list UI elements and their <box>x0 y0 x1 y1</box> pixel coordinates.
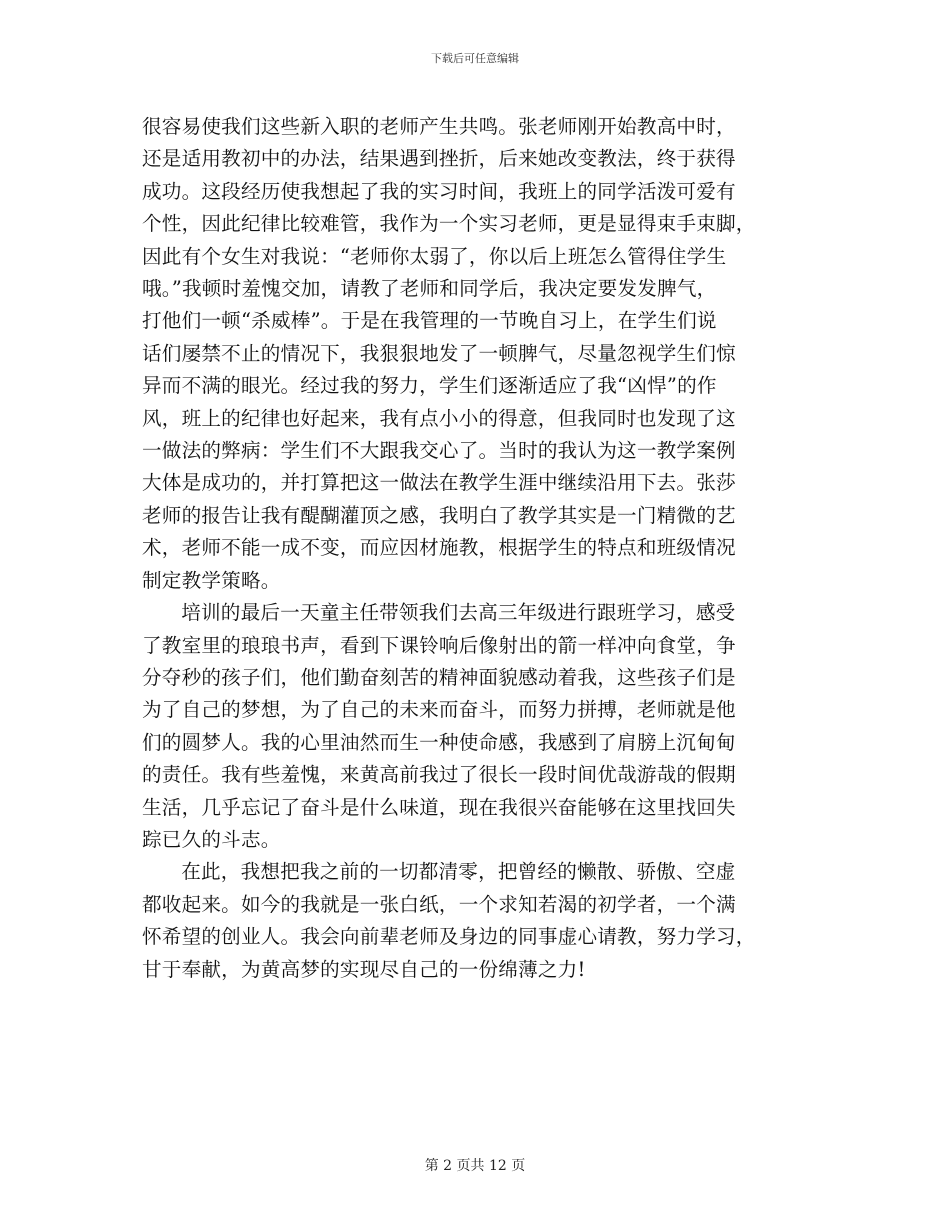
text-line: 制定教学策略。 <box>142 568 281 592</box>
text-line: 风，班上的纪律也好起来，我有点小小的得意，但我同时也发现了这 <box>142 406 736 430</box>
text-line: 因此有个女生对我说：“老师你太弱了，你以后上班怎么管得住学生 <box>142 244 727 268</box>
paragraph-3 <box>142 856 814 986</box>
text-line: 生活，几乎忘记了奋斗是什么味道，现在我很兴奋能够在这里找回失 <box>142 795 736 819</box>
text-line: 怀希望的创业人。我会向前辈老师及身边的同事虚心请教，努力学习， <box>142 925 756 949</box>
text-line: 话们屡禁不止的情况下，我狠狠地发了一顿脾气，尽量忽视学生们惊 <box>142 341 736 365</box>
text-line: 踪已久的斗志。 <box>142 827 281 851</box>
text-line: 成功。这段经历使我想起了我的实习时间，我班上的同学活泼可爱有 <box>142 179 736 203</box>
text-line: 在此，我想把我之前的一切都清零，把曾经的懒散、骄傲、空虚 <box>181 860 736 884</box>
document-body <box>142 111 814 986</box>
text-line: 很容易使我们这些新入职的老师产生共鸣。张老师刚开始教高中时， <box>142 115 736 138</box>
paragraph-2 <box>142 597 814 856</box>
paragraph-1 <box>142 111 814 597</box>
page-footer: 第 2 页共 12 页 <box>424 1158 526 1174</box>
text-line: 个性，因此纪律比较难管，我作为一个实习老师，更是显得束手束脚， <box>142 212 756 236</box>
text-line: 术，老师不能一成不变，而应因材施教，根据学生的特点和班级情况 <box>142 536 736 560</box>
text-line: 大体是成功的，并打算把这一做法在教学生涯中继续沿用下去。张莎 <box>142 471 736 495</box>
text-line: 哦。”我顿时羞愧交加，请教了老师和同学后，我决定要发发脾气， <box>142 277 717 301</box>
text-line: 培训的最后一天童主任带领我们去高三年级进行跟班学习，感受 <box>181 601 736 625</box>
text-line: 分夺秒的孩子们，他们勤奋刻苦的精神面貌感动着我，这些孩子们是 <box>142 665 736 689</box>
text-line: 为了自己的梦想，为了自己的未来而奋斗，而努力拼搏，老师就是他 <box>142 698 736 722</box>
text-line: 甘于奉献，为黄高梦的实现尽自己的一份绵薄之力! <box>142 957 586 981</box>
text-line: 异而不满的眼光。经过我的努力，学生们逐渐适应了我“凶悍”的作 <box>142 374 717 398</box>
text-line: 还是适用教初中的办法，结果遇到挫折，后来她改变教法，终于获得 <box>142 147 736 171</box>
page-header: 下载后可任意编辑 <box>431 52 519 65</box>
text-line: 打他们一顿“杀威棒”。于是在我管理的一节晚自习上，在学生们说 <box>142 309 717 333</box>
text-line: 了教室里的琅琅书声，看到下课铃响后像射出的箭一样冲向食堂，争 <box>142 633 736 657</box>
text-line: 老师的报告让我有醍醐灌顶之感，我明白了教学其实是一门精微的艺 <box>142 503 736 527</box>
text-line: 一做法的弊病：学生们不大跟我交心了。当时的我认为这一教学案例 <box>142 439 736 463</box>
text-line: 都收起来。如今的我就是一张白纸，一个求知若渴的初学者，一个满 <box>142 892 736 916</box>
text-line: 们的圆梦人。我的心里油然而生一种使命感，我感到了肩膀上沉甸甸 <box>142 730 736 754</box>
text-line: 的责任。我有些羞愧，来黄高前我过了很长一段时间优哉游哉的假期 <box>142 763 736 787</box>
